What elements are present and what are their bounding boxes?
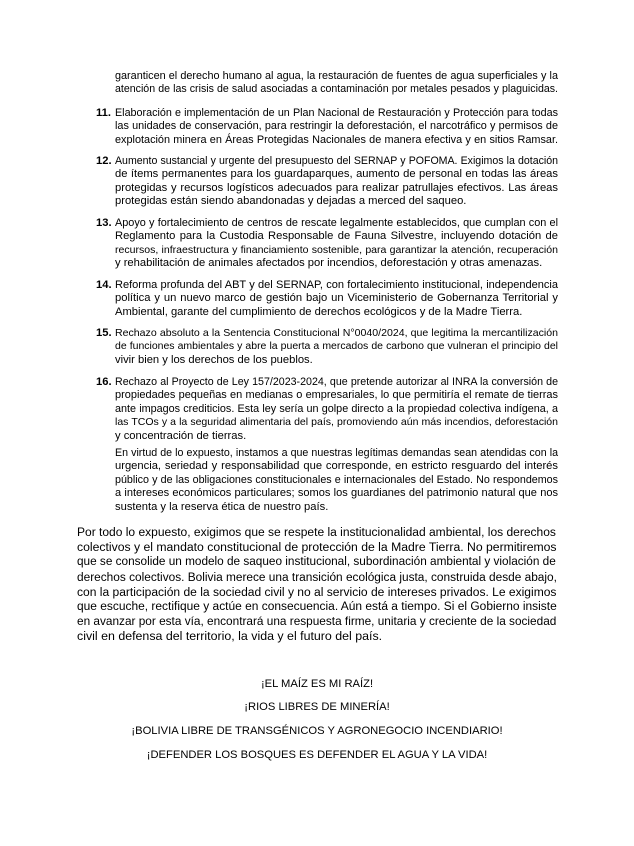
slogan: ¡EL MAÍZ ES MI RAÍZ! [260, 678, 374, 690]
text-line: atención de las crisis de salud asociadas a contaminación por metales pesados y plaguicidas. [115, 83, 558, 96]
text-line: Ambiental, garante del cumplimiento de derechos ecológicos y de la Madre Tierra. [115, 305, 523, 318]
text-line: derechos colectivos. Bolivia merece una transición ecológica justa, construida desde abajo, [77, 569, 557, 584]
text-line: que escuche, rectifique y actúe en consecuencia. Aún está a tiempo. Si el Gobierno insiste [77, 599, 557, 614]
text-line: de funciones ambientales y abre la puerta a mercados de carbono que vulneran el principio del [115, 341, 558, 353]
slogan: ¡DEFENDER LOS BOSQUES ES DEFENDER EL AGUA Y LA VIDA! [146, 749, 488, 761]
item-number: 16. [96, 376, 112, 388]
text-line: Rechazo al Proyecto de Ley 157/2023-2024, que pretende autorizar al INRA la conversión de [115, 376, 558, 388]
text-line: público y de las obligaciones constitucionales e internacionales del Estado. No respondemos [115, 473, 558, 486]
text-line: que se consolide un modelo de saqueo institucional, subordinación ambiental y violación de [77, 554, 556, 568]
closing-paragraph [115, 447, 558, 514]
text-line: política y un nuevo marco de gestión bajo un Viceministerio de Gobernanza Territorial y [115, 292, 558, 305]
text-line: con la participación de la sociedad civil y no al servicio de intereses privados. Le exigimos [77, 584, 557, 599]
text-line: Reglamento para la Custodia Responsable de Fauna Silvestre, incluyendo dotación de [115, 230, 558, 243]
text-line: Rechazo absoluto a la Sentencia Constitucional N°0040/2024, que legitima la mercantilización [115, 327, 558, 339]
text-line: Aumento sustancial y urgente del presupuesto del SERNAP y POFOMA. Exigimos la dotación [115, 155, 558, 167]
conclusion-paragraph [77, 525, 559, 644]
text-line: sustenta y la reserva ética de nuestro país. [115, 500, 329, 513]
text-line: En virtud de lo expuesto, instamos a que nuestras legítimas demandas sean atendidas con la [115, 447, 558, 459]
demand-item-15 [96, 327, 558, 367]
text-line: protegidas y recursos logísticos adecuados para realizar patrullajes efectivos. Las áreas [115, 181, 558, 194]
text-line: urgencia, seriedad y responsabilidad que corresponde, en estricto resguardo del interés [115, 460, 558, 473]
text-line: colectivos y el mandato constitucional de protección de la Madre Tierra. No permitiremos [77, 539, 557, 554]
demand-item-11 [96, 107, 558, 147]
slogan: ¡BOLIVIA LIBRE DE TRANSGÉNICOS Y AGRONEGOCIO INCENDIARIO! [131, 725, 503, 737]
text-line: en avanzar por esta vía, encontrará una respuesta firme, unitaria y creciente de la sociedad [77, 614, 557, 629]
text-line: las TCOs y a la seguridad alimentaria del país, promoviendo aún más incendios, deforestación [115, 416, 558, 429]
text-line: de ítems permanentes para los guardaparques, aumento de personal en todas las áreas [115, 168, 558, 181]
text-line: civil en defensa del territorio, la vida y el futuro del país. [77, 629, 383, 644]
text-line: protegidas están siendo abandonadas y dejadas a merced del saqueo. [115, 195, 467, 208]
text-line: Apoyo y fortalecimiento de centros de rescate legalmente establecidos, que cumplan con el [115, 217, 558, 229]
text-line: Elaboración e implementación de un Plan Nacional de Restauración y Protección para todas [115, 107, 558, 119]
text-line: y concentración de tierras. [115, 429, 247, 442]
item-number: 11. [96, 107, 111, 119]
item-number: 15. [96, 327, 112, 339]
text-line: las unidades de conservación, para restringir la deforestación, el narcotráfico y permisos de [115, 120, 558, 133]
text-line: propiedades pequeñas en medianas o empresariales, lo que permitiría el remate de tierras [115, 389, 558, 402]
item-number: 12. [96, 155, 112, 167]
text-line: recursos, infraestructura y financiamiento sostenible, para garantizar la atención, recuperación [115, 243, 558, 256]
text-line: ante impagos crediticios. Esta ley sería un golpe directo a la propiedad colectiva indígena, a [115, 402, 558, 415]
text-line: y rehabilitación de animales afectados por incendios, deforestación y otras amenazas. [115, 257, 543, 270]
demand-10-continuation [115, 70, 558, 97]
text-line: Por todo lo expuesto, exigimos que se respete la institucionalidad ambiental, los derechos [77, 525, 556, 539]
text-line: vivir bien y los derechos de los pueblos. [115, 353, 313, 366]
text-line: Reforma profunda del ABT y del SERNAP, con fortalecimiento institucional, independencia [115, 279, 558, 291]
text-line: a intereses económicos particulares; somos los guardianes del patrimonio natural que nos [115, 487, 558, 500]
item-number: 14. [96, 279, 112, 291]
demand-item-12 [96, 155, 558, 209]
slogan: ¡RIOS LIBRES DE MINERÍA! [244, 701, 390, 713]
text-line: explotación minera en Áreas Protegidas Nacionales de manera efectiva y en sitios Ramsar. [115, 133, 558, 146]
item-number: 13. [96, 217, 112, 229]
demand-item-14 [96, 279, 558, 319]
demand-item-16 [96, 376, 558, 443]
text-line: garanticen el derecho humano al agua, la restauración de fuentes de agua superficiales y la [115, 70, 558, 82]
demand-item-13 [96, 217, 558, 271]
